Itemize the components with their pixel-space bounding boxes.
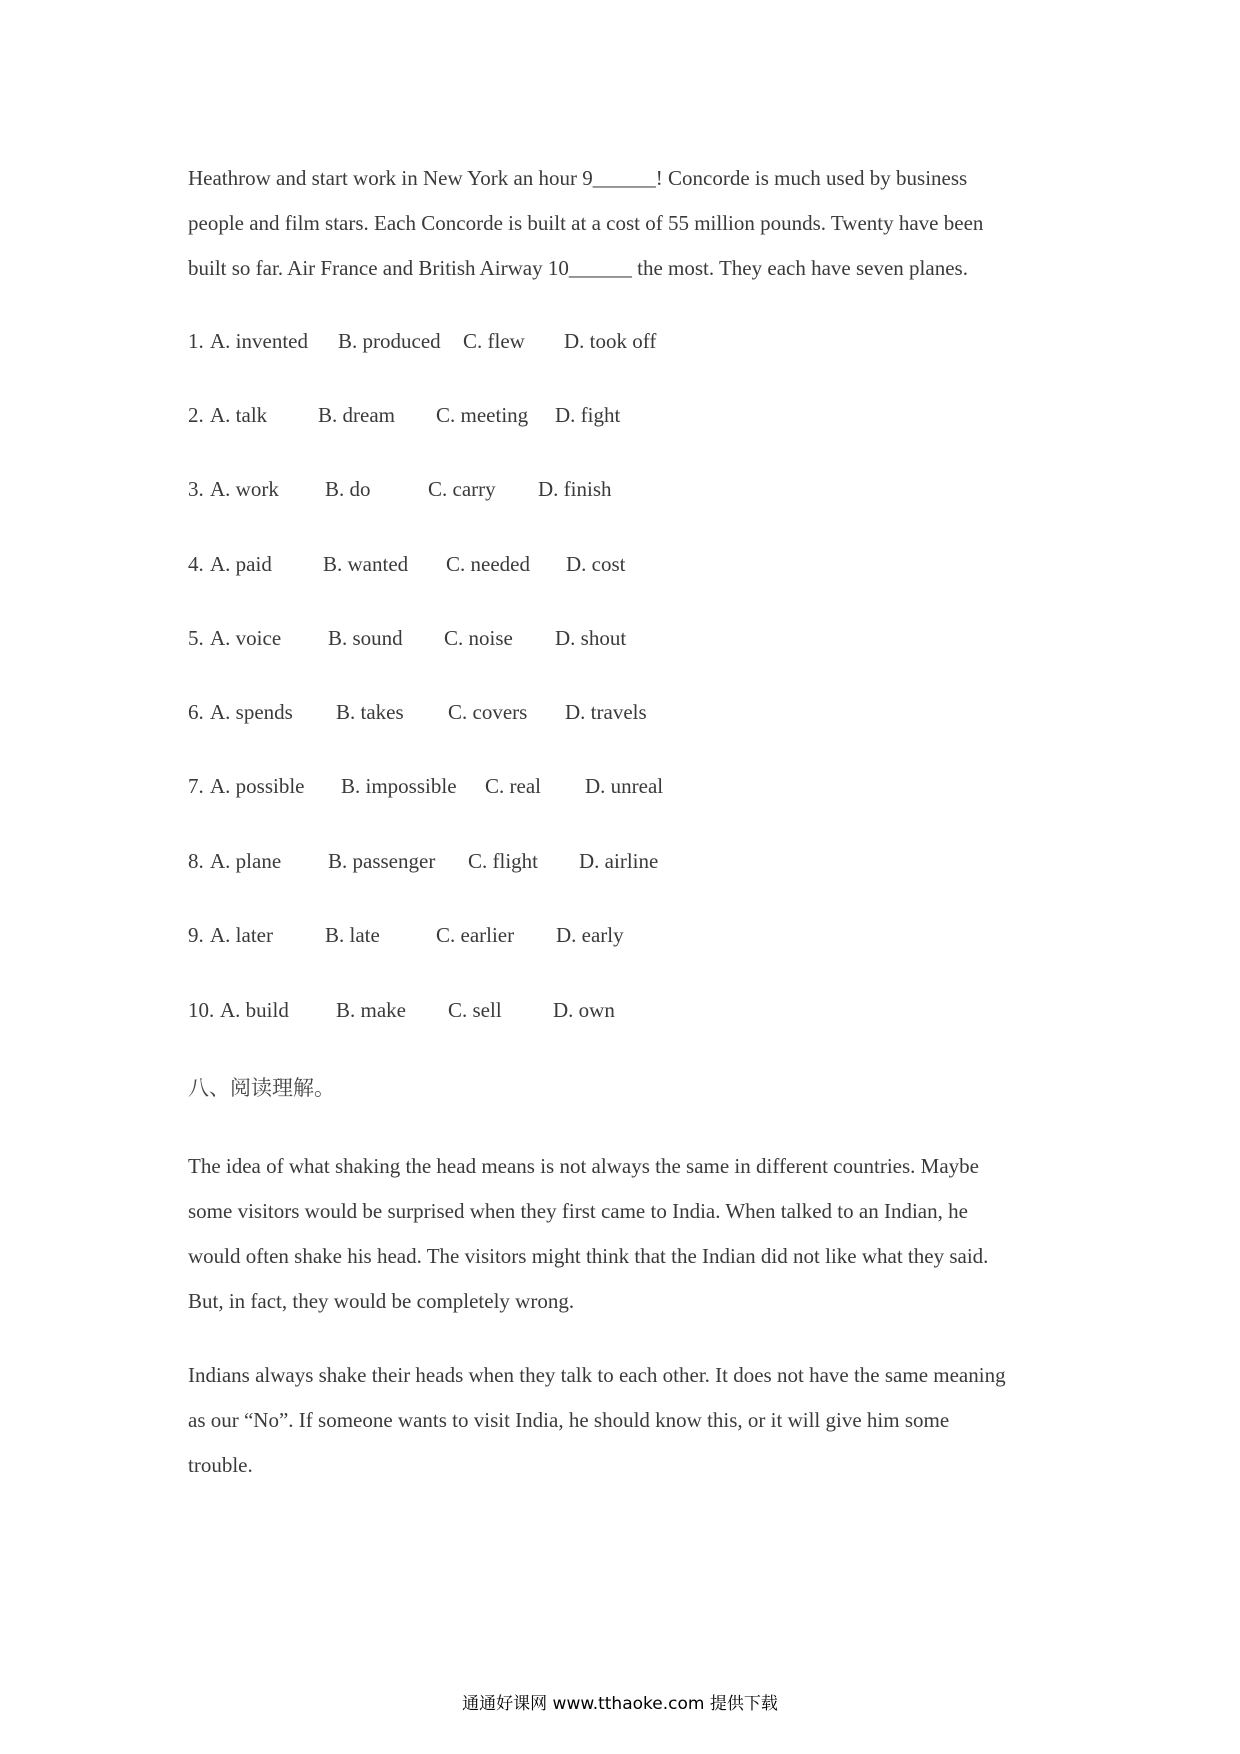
reading-paragraph-2 [188,1353,1068,1488]
question-number: 4. [188,552,204,576]
paragraph-line: Indians always shake their heads when they talk to each other. It does not have the same meaning [188,1363,1006,1387]
option-a: A. work [210,477,279,501]
passage-line: built so far. Air France and British Airway 10______ the most. They each have seven planes. [188,256,968,280]
question-number: 2. [188,403,204,427]
option-d: D. shout [555,626,627,650]
paragraph-line: trouble. [188,1453,253,1477]
option-d: D. travels [565,700,647,724]
option-d: D. unreal [585,774,664,798]
option-d: D. early [556,923,624,947]
option-c: C. carry [428,477,496,501]
question-number: 3. [188,477,204,501]
page-footer: 通通好课网 www.tthaoke.com 提供下载 [462,1694,778,1714]
option-d: D. fight [555,403,621,427]
section-heading-reading: 八、阅读理解。 [188,1076,335,1100]
question-number: 10. [188,998,215,1022]
option-a: A. build [220,998,289,1022]
option-c: C. covers [448,700,528,724]
option-a: A. invented [210,329,308,353]
option-b: B. make [336,998,406,1022]
option-d: D. own [553,998,615,1022]
question-number: 1. [188,329,204,353]
option-c: C. real [485,774,541,798]
paragraph-line: as our “No”. If someone wants to visit India, he should know this, or it will give him some [188,1408,950,1432]
option-b: B. passenger [328,849,436,873]
option-b: B. wanted [323,552,409,576]
option-a: A. possible [210,774,305,798]
option-a: A. plane [210,849,282,873]
option-a: A. talk [210,403,268,427]
option-b: B. sound [328,626,403,650]
option-a: A. later [210,923,273,947]
question-number: 7. [188,774,204,798]
passage-line: Heathrow and start work in New York an hour 9______! Concorde is much used by business [188,166,968,190]
paragraph-line: some visitors would be surprised when they first came to India. When talked to an Indian, he [188,1199,968,1223]
option-a: A. paid [210,552,272,576]
reading-paragraph-1 [188,1144,1068,1324]
passage-line: people and film stars. Each Concorde is built at a cost of 55 million pounds. Twenty have been [188,211,984,235]
option-b: B. produced [338,329,441,353]
option-b: B. late [325,923,380,947]
option-a: A. spends [210,700,293,724]
paragraph-line: But, in fact, they would be completely wrong. [188,1289,575,1313]
paragraph-line: would often shake his head. The visitors might think that the Indian did not like what they said. [188,1244,989,1268]
option-c: C. flew [463,329,525,353]
option-c: C. meeting [436,403,529,427]
question-number: 6. [188,700,204,724]
question-number: 8. [188,849,204,873]
question-number: 9. [188,923,204,947]
option-d: D. airline [579,849,659,873]
option-b: B. do [325,477,371,501]
option-b: B. dream [318,403,395,427]
question-number: 5. [188,626,204,650]
option-b: B. impossible [341,774,457,798]
option-c: C. needed [446,552,530,576]
option-b: B. takes [336,700,404,724]
option-c: C. sell [448,998,502,1022]
paragraph-line: The idea of what shaking the head means is not always the same in different countries. Maybe [188,1154,979,1178]
option-a: A. voice [210,626,282,650]
option-c: C. noise [444,626,513,650]
option-d: D. cost [566,552,626,576]
option-d: D. finish [538,477,612,501]
option-c: C. earlier [436,923,515,947]
cloze-passage-continued [188,156,1068,291]
option-d: D. took off [564,329,657,353]
option-c: C. flight [468,849,539,873]
